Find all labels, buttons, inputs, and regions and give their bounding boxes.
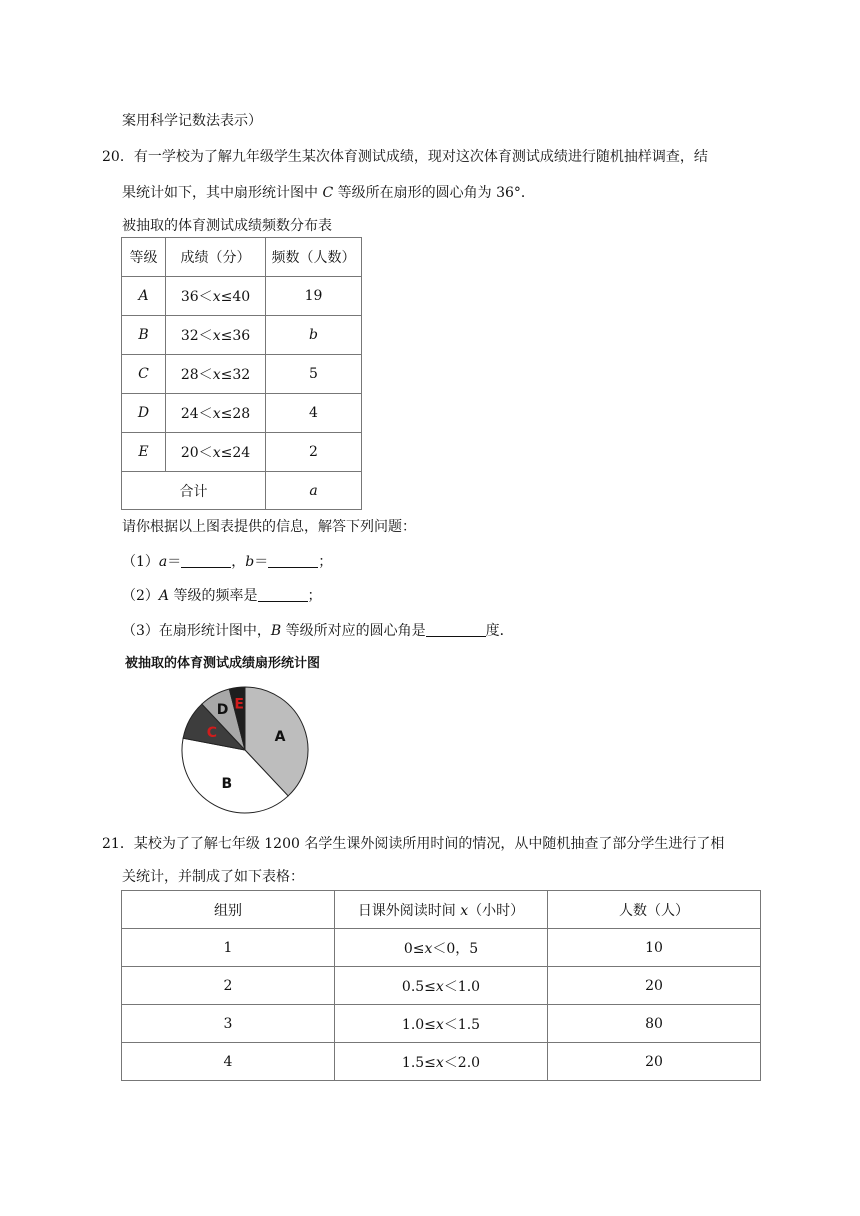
sub-3-text-b: 等级所对应的圆心角是 bbox=[281, 623, 426, 639]
grade-cell: C bbox=[122, 355, 166, 394]
range-var: x bbox=[212, 367, 221, 383]
question-21-intro-2: 关统计，并制成了如下表格： bbox=[122, 869, 304, 885]
range-left: 32＜ bbox=[180, 328, 213, 344]
question-21-number: 21． bbox=[102, 836, 134, 852]
sub-2-number: （2） bbox=[122, 588, 159, 604]
frequency-cell: 19 bbox=[266, 277, 362, 316]
table-row bbox=[122, 929, 761, 967]
intro-text-b: 等级所在扇形的圆心角为 36°． bbox=[337, 185, 535, 201]
question-20-intro-2 bbox=[122, 182, 535, 202]
count-cell: 10 bbox=[548, 929, 761, 967]
answer-blank-frequency[interactable] bbox=[258, 587, 308, 602]
time-range-cell bbox=[335, 1043, 548, 1081]
pie-label-e: E bbox=[234, 696, 244, 713]
end-punct-3: 度． bbox=[485, 623, 514, 639]
time-range-cell bbox=[335, 967, 548, 1005]
score-range-cell bbox=[166, 433, 266, 472]
table-title: 被抽取的体育测试成绩频数分布表 bbox=[122, 218, 332, 234]
table-row bbox=[122, 277, 362, 316]
equals-b: ＝ bbox=[254, 554, 269, 570]
var-b: b bbox=[245, 554, 255, 570]
grade-cell: D bbox=[122, 394, 166, 433]
range-var: x bbox=[435, 978, 444, 995]
table-row bbox=[122, 1005, 761, 1043]
pie-chart bbox=[170, 680, 320, 820]
header-grade: 等级 bbox=[122, 238, 166, 277]
range-left: 20＜ bbox=[180, 445, 213, 461]
group-cell: 1 bbox=[122, 929, 335, 967]
pie-label-b: B bbox=[221, 776, 233, 793]
range-left: 0≤ bbox=[403, 940, 425, 957]
time-range-cell bbox=[335, 1005, 548, 1043]
var-a: a bbox=[158, 554, 168, 570]
group-cell: 2 bbox=[122, 967, 335, 1005]
equals-a: ＝ bbox=[167, 554, 182, 570]
total-label: 合计 bbox=[122, 472, 266, 510]
sub-question-2 bbox=[122, 585, 322, 605]
header-count: 人数（人） bbox=[548, 891, 761, 929]
table-row bbox=[122, 355, 362, 394]
header-time-a: 日课外阅读时间 bbox=[357, 902, 461, 919]
frequency-cell: 5 bbox=[266, 355, 362, 394]
time-range-cell bbox=[335, 929, 548, 967]
header-time-b: （小时） bbox=[468, 902, 525, 919]
frequency-cell: b bbox=[266, 316, 362, 355]
range-right: ≤40 bbox=[220, 289, 251, 305]
sub-1-number: （1） bbox=[122, 554, 159, 570]
question-21-intro-1 bbox=[102, 833, 724, 853]
reading-time-table bbox=[121, 890, 761, 1081]
sub-question-3 bbox=[122, 620, 514, 640]
header-group: 组别 bbox=[122, 891, 335, 929]
count-cell: 20 bbox=[548, 1043, 761, 1081]
frequency-cell: 2 bbox=[266, 433, 362, 472]
sub-3-text-a: （3）在扇形统计图中， bbox=[122, 623, 271, 639]
intro-var-c: C bbox=[322, 185, 334, 201]
score-range-cell bbox=[166, 394, 266, 433]
end-punct-2: ； bbox=[307, 588, 322, 604]
range-var: x bbox=[212, 445, 221, 461]
score-range-cell bbox=[166, 277, 266, 316]
range-left: 28＜ bbox=[180, 367, 213, 383]
separator: ， bbox=[231, 554, 246, 570]
group-cell: 3 bbox=[122, 1005, 335, 1043]
pie-label-d: D bbox=[216, 702, 229, 719]
range-right: ＜2.0 bbox=[443, 1054, 481, 1071]
sub-2-text: 等级的频率是 bbox=[169, 588, 258, 604]
header-time-var: x bbox=[460, 902, 469, 919]
range-var: x bbox=[435, 1054, 444, 1071]
header-time bbox=[335, 891, 548, 929]
table-row bbox=[122, 316, 362, 355]
range-right: ≤28 bbox=[220, 406, 251, 422]
score-range-cell bbox=[166, 316, 266, 355]
range-var: x bbox=[212, 289, 221, 305]
pie-label-c: C bbox=[206, 724, 218, 741]
pie-chart-title: 被抽取的体育测试成绩扇形统计图 bbox=[125, 656, 321, 671]
grade-cell: E bbox=[122, 433, 166, 472]
table-row bbox=[122, 394, 362, 433]
pie-label-a: A bbox=[274, 729, 286, 746]
grade-cell: B bbox=[122, 316, 166, 355]
table-header-row bbox=[122, 238, 362, 277]
sub-question-1 bbox=[122, 551, 332, 571]
range-var: x bbox=[435, 1016, 444, 1033]
var-A: A bbox=[158, 588, 170, 604]
question-20-text-1: 有一学校为了解九年级学生某次体育测试成绩，现对这次体育测试成绩进行随机抽样调查，结 bbox=[133, 149, 708, 165]
grade-cell: A bbox=[122, 277, 166, 316]
count-cell: 80 bbox=[548, 1005, 761, 1043]
range-right: ≤24 bbox=[220, 445, 251, 461]
range-var: x bbox=[212, 328, 221, 344]
answer-blank-angle[interactable] bbox=[426, 622, 486, 637]
range-right: ＜0，5 bbox=[432, 940, 479, 957]
header-score: 成绩（分） bbox=[166, 238, 266, 277]
intro-text-a: 果统计如下，其中扇形统计图中 bbox=[122, 185, 318, 201]
total-value: a bbox=[266, 472, 362, 510]
range-left: 36＜ bbox=[180, 289, 213, 305]
table-row bbox=[122, 967, 761, 1005]
group-cell: 4 bbox=[122, 1043, 335, 1081]
answer-blank-a[interactable] bbox=[181, 553, 231, 568]
range-left: 24＜ bbox=[180, 406, 213, 422]
range-left: 1.5≤ bbox=[401, 1054, 436, 1071]
range-var: x bbox=[212, 406, 221, 422]
reading-header-row bbox=[122, 891, 761, 929]
score-range-cell bbox=[166, 355, 266, 394]
range-var: x bbox=[424, 940, 433, 957]
header-frequency: 频数（人数） bbox=[266, 238, 362, 277]
var-B: B bbox=[270, 623, 282, 639]
question-20-number: 20． bbox=[102, 149, 134, 165]
frequency-table bbox=[121, 237, 362, 510]
table-row bbox=[122, 433, 362, 472]
range-right: ≤32 bbox=[220, 367, 251, 383]
table-row bbox=[122, 1043, 761, 1081]
range-right: ＜1.0 bbox=[443, 978, 481, 995]
question-prompt: 请你根据以上图表提供的信息，解答下列问题： bbox=[122, 519, 416, 535]
frequency-cell: 4 bbox=[266, 394, 362, 433]
question-20-intro-1 bbox=[102, 146, 708, 166]
range-right: ≤36 bbox=[220, 328, 251, 344]
range-left: 0.5≤ bbox=[401, 978, 436, 995]
range-right: ＜1.5 bbox=[443, 1016, 481, 1033]
table-total-row bbox=[122, 472, 362, 510]
answer-blank-b[interactable] bbox=[268, 553, 318, 568]
continued-line: 案用科学记数法表示） bbox=[122, 113, 262, 129]
count-cell: 20 bbox=[548, 967, 761, 1005]
question-21-text-1: 某校为了了解七年级 1200 名学生课外阅读所用时间的情况，从中随机抽查了部分学生进行了相 bbox=[133, 836, 725, 852]
end-punct-1: ； bbox=[318, 554, 333, 570]
range-left: 1.0≤ bbox=[401, 1016, 436, 1033]
